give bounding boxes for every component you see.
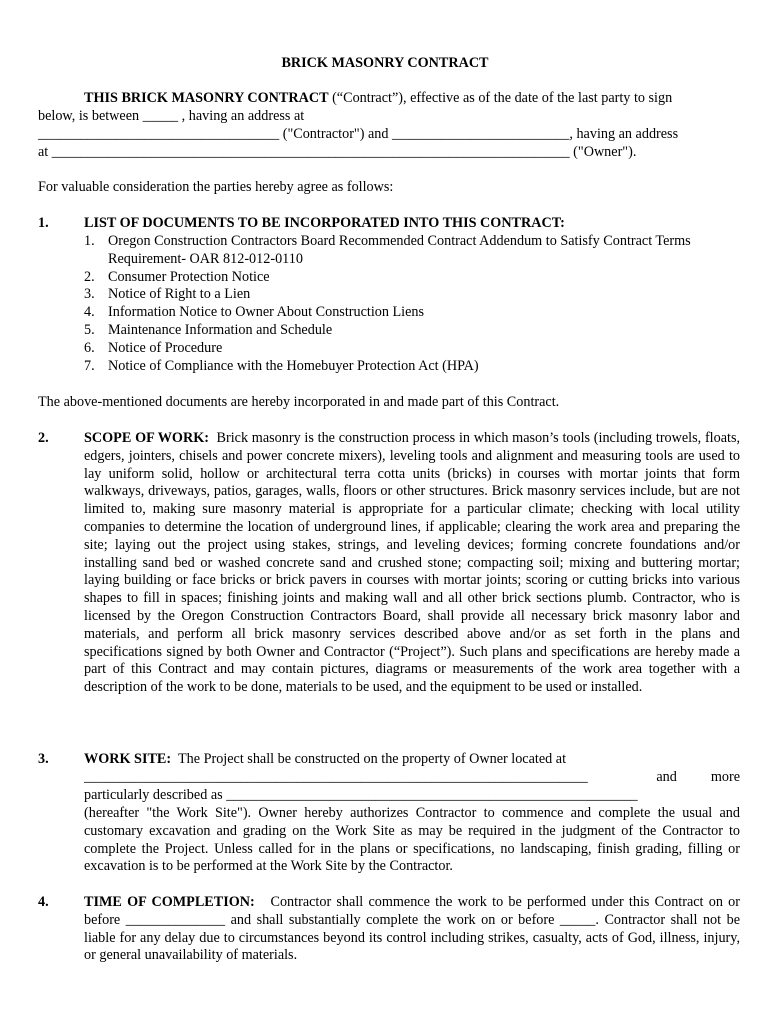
intro-line-4: at _________________________________________________________________________ ("Owner"). (38, 144, 637, 160)
document-list-item: 2. Consumer Protection Notice (84, 268, 270, 285)
section-3-heading: WORK SITE: (84, 751, 172, 767)
section-4-paragraph (84, 894, 740, 965)
document-list-item: 7. Notice of Compliance with the Homebuyer Protection Act (HPA) (84, 357, 479, 374)
intro-line-3: __________________________________ ("Contractor") and _________________________, having an address (38, 126, 679, 142)
section-2-number: 2. (38, 430, 49, 446)
section-3-line-1: WORK SITE: The Project shall be constructed on the property of Owner located at (84, 751, 567, 767)
section-4-body: Contractor shall commence the work to be performed under this Contract on or before ______________ and shall substantially complete the work on or before _____. Contractor shall not be liable for any delay due to circumstances beyond its control including strikes, casualty, acts of God, illness, injury, or general unavailability of materials. (84, 894, 740, 964)
document-list-item: 5. Maintenance Information and Schedule (84, 321, 333, 338)
section-1-heading: LIST OF DOCUMENTS TO BE INCORPORATED INTO THIS CONTRACT: (84, 215, 565, 231)
document-list-item: 4. Information Notice to Owner About Construction Liens (84, 304, 425, 321)
intro-bold-lead: THIS BRICK MASONRY CONTRACT (84, 90, 329, 106)
intro-line-1 (84, 90, 740, 108)
intro-line-1-rest: (“Contract”), effective as of the date of the last party to sign (328, 90, 673, 106)
incorporated-text: The above-mentioned documents are hereby incorporated in and made part of this Contract. (38, 394, 560, 410)
section-2-body: Brick masonry is the construction process in which mason’s tools (including trowels, floats, edgers, jointers, chisels and power concrete mixers), leveling tools and alignment and measuring tools are used to lay uniform solid, hollow or architectural terra cotta units (bricks) in courses with mortar joints that form walkways, driveways, patios, garages, walls, floors or other structures. Brick masonry services include, but are not limited to, making sure masonry material is appropriate for a particular climate; checking with local utility companies to determine the location of underground lines, if applicable; clearing the work area and preparing the site; laying out the project using stakes, strings, and leveling devices; forming concrete foundations and/or installing sand bed or washed concrete sand and crushed stone; compacting soil; mixing and buttering mortar; laying building or face bricks or brick pavers in courses with mortar joints; scoring or cutting bricks into various shapes to fill in spaces; finishing joints and making wall and all other brick sections plumb. Contractor, who is licensed by the Oregon Construction Contractors Board, shall provide all necessary brick masonry labor and materials, and perform all brick masonry services described above and/or as set forth in the plans and specifications signed by both Owner and Contractor (“Project”). Such plans and specifications are hereby made a part of this Contract and may contain pictures, diagrams or measurements of the work area together with a description of the work to be done, materials to be used, and the equipment to be used or installed. (84, 430, 741, 696)
document-list-item: 6. Notice of Procedure (84, 339, 223, 356)
section-3-line-3: particularly described as __________________________________________________________ (84, 787, 638, 803)
section-1-number: 1. (38, 215, 49, 231)
document-list-item: 1. Oregon Construction Contractors Board Recommended Contract Addendum to Satisfy Contract Terms Requirement- OAR 812-012-0110 (84, 233, 691, 267)
intro-line-2: below, is between _____ , having an address at (38, 108, 305, 124)
work-site-address-blank: _______________________________________________________________________ (84, 769, 588, 785)
section-4-number: 4. (38, 894, 49, 910)
document-title: BRICK MASONRY CONTRACT (281, 55, 489, 71)
document-list-item: 3. Notice of Right to a Lien (84, 286, 251, 303)
section-3-body: (hereafter "the Work Site"). Owner hereby authorizes Contractor to commence and complete the usual and customary excavation and grading on the Work Site as may be required in the judgment of the Contractor to complete the Project. Unless called for in the plans or specifications, no landscaping, finish grading, filling or excavation is to be performed at the Work Site by the Contractor. (84, 805, 740, 875)
section-3-line-2: _______________________________________________________________________ and more (84, 769, 740, 785)
document-list (84, 233, 740, 375)
section-4-heading: TIME OF COMPLETION: (84, 894, 255, 910)
section-2-heading: SCOPE OF WORK: (84, 430, 209, 446)
section-2-paragraph (84, 430, 740, 697)
section-3-number: 3. (38, 751, 49, 767)
consideration-text: For valuable consideration the parties hereby agree as follows: (38, 179, 394, 195)
